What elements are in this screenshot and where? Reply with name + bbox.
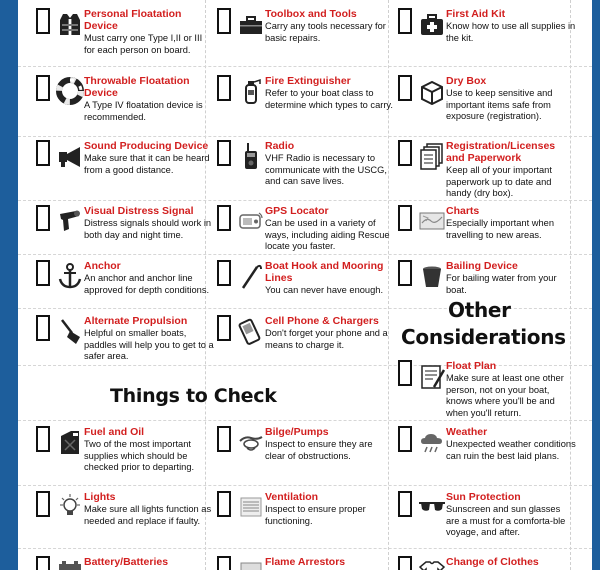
item-description: Make sure at least one other person, not on your boat, knows where you'll be and when you'll return. [446, 373, 564, 418]
checkbox[interactable] [217, 315, 231, 341]
item-title: Dry Box [446, 75, 487, 87]
item-description: Unexpected weather conditions can ruin the best laid plans. [446, 439, 576, 461]
row-divider [18, 420, 592, 421]
vhf-radio-icon [237, 142, 265, 170]
checklist-item-visual-distress-signal [36, 205, 214, 265]
checkbox[interactable] [398, 556, 412, 570]
gps-locator-icon [237, 207, 265, 235]
item-title: Throwable Floatation Device [84, 75, 190, 99]
item-title: Fuel and Oil [84, 426, 145, 438]
item-title: Float Plan [446, 360, 497, 372]
item-title: First Aid Kit [446, 8, 506, 20]
checklist-item-anchor [36, 260, 214, 320]
item-description: Especially important when travelling to new areas. [446, 218, 554, 240]
chart-map-icon [418, 207, 446, 235]
item-description: Make sure that it can be heard from a good distance. [84, 153, 210, 175]
sunglasses-icon [418, 493, 446, 521]
checkbox[interactable] [217, 75, 231, 101]
item-description: Helpful on smaller boats, paddles will help you to get to a safer area. [84, 328, 214, 361]
checkbox[interactable] [398, 426, 412, 452]
checkbox[interactable] [36, 556, 50, 570]
checklist-item-sun-protection [398, 491, 576, 551]
item-title: Change of Clothes [446, 556, 539, 568]
item-title: Fire Extinguisher [265, 75, 351, 87]
checkbox[interactable] [217, 140, 231, 166]
item-title: Sound Producing Device [84, 140, 209, 152]
item-title: Cell Phone & Chargers [265, 315, 379, 327]
checklist-item-weather [398, 426, 576, 486]
checkbox[interactable] [398, 260, 412, 286]
item-description: Inspect to ensure proper functioning. [265, 504, 366, 526]
bucket-icon [418, 262, 446, 290]
anchor-icon [56, 262, 84, 290]
weather-cloud-icon [418, 428, 446, 456]
item-title: Lights [84, 491, 116, 503]
checkbox[interactable] [398, 75, 412, 101]
checklist-item-fuel-and-oil [36, 426, 214, 486]
other-considerations-heading-line2: Considerations [401, 325, 566, 349]
item-description: For bailing water from your boat. [446, 273, 557, 295]
checklist-item-change-of-clothes [398, 556, 576, 570]
checkbox[interactable] [398, 491, 412, 517]
checkbox[interactable] [217, 491, 231, 517]
checkbox[interactable] [217, 556, 231, 570]
flame-arrestor-icon [237, 558, 265, 570]
item-title: Registration/Licenses and Paperwork [446, 140, 556, 164]
checklist-item-cell-phone-and-chargers [217, 315, 395, 375]
right-border [592, 0, 600, 570]
item-description: Distress signals should work in both day and night time. [84, 218, 212, 240]
flare-gun-icon [56, 207, 84, 235]
checkbox[interactable] [36, 205, 50, 231]
item-description: Carry any tools necessary for basic repairs. [265, 21, 386, 43]
item-description: A Type IV floatation device is recommended. [84, 100, 203, 122]
item-title: Anchor [84, 260, 121, 272]
checklist-item-boat-hook-and-mooring-lines [217, 260, 395, 320]
item-title: Visual Distress Signal [84, 205, 194, 217]
item-title: GPS Locator [265, 205, 329, 217]
item-description: Know how to use all supplies in the kit. [446, 21, 576, 43]
first-aid-kit-icon [418, 10, 446, 38]
checkbox[interactable] [398, 360, 412, 386]
checkbox[interactable] [398, 8, 412, 34]
checklist-item-first-aid-kit [398, 8, 576, 68]
item-description: Make sure all lights function as needed and replace if faulty. [84, 504, 212, 526]
checklist-item-throwable-floatation-device [36, 75, 214, 135]
checklist-item-flame-arrestors [217, 556, 395, 570]
checkbox[interactable] [36, 426, 50, 452]
dry-box-icon [418, 77, 446, 105]
checkbox[interactable] [36, 260, 50, 286]
checkbox[interactable] [36, 140, 50, 166]
checklist-item-alternate-propulsion [36, 315, 214, 375]
left-border [0, 0, 18, 570]
checkbox[interactable] [217, 260, 231, 286]
boat-hook-icon [237, 262, 265, 290]
item-title: Flame Arrestors [265, 556, 346, 568]
item-title: Bilge/Pumps [265, 426, 329, 438]
life-vest-icon [56, 10, 84, 38]
checklist-item-lights [36, 491, 214, 551]
fuel-can-icon [56, 428, 84, 456]
item-title: Battery/Batteries [84, 556, 169, 568]
item-title: Sun Protection [446, 491, 521, 503]
checklist-item-battery-batteries [36, 556, 214, 570]
checklist-item-registration-licenses-paperwork [398, 140, 576, 200]
toolbox-icon [237, 10, 265, 38]
checkbox[interactable] [36, 75, 50, 101]
checklist-item-personal-floatation-device [36, 8, 214, 68]
checkbox[interactable] [398, 140, 412, 166]
bilge-pump-icon [237, 428, 265, 456]
things-to-check-heading: Things to Check [110, 385, 277, 407]
item-description: An anchor and anchor line approved for depth conditions. [84, 273, 210, 295]
checklist-item-sound-producing-device [36, 140, 214, 200]
item-title: Bailing Device [446, 260, 518, 272]
item-description: You can never have enough. [265, 285, 384, 295]
item-title: Personal Floatation Device [84, 8, 182, 32]
item-title: Charts [446, 205, 480, 217]
battery-icon [56, 558, 84, 570]
item-description: Can be used in a variety of ways, including aiding Rescue locate you faster. [265, 218, 390, 251]
item-title: Weather [446, 426, 488, 438]
air-horn-icon [56, 142, 84, 170]
light-bulb-icon [56, 493, 84, 521]
cell-phone-icon [237, 317, 265, 345]
float-plan-icon [418, 362, 446, 390]
item-description: Use to keep sensitive and important items safe from exposure (registration). [446, 88, 553, 121]
row-divider [18, 200, 592, 201]
clothes-icon [418, 558, 446, 570]
row-divider [18, 136, 592, 137]
item-description: Two of the most important supplies which should be checked prior to departing. [84, 439, 195, 472]
paddle-icon [56, 317, 84, 345]
checkbox[interactable] [398, 205, 412, 231]
item-title: Boat Hook and Mooring Lines [265, 260, 384, 284]
checklist-item-charts [398, 205, 576, 265]
item-description: Keep all of your important paperwork up to date and handy (dry box). [446, 165, 552, 198]
checklist-item-float-plan [398, 360, 576, 420]
item-title: Radio [265, 140, 295, 152]
item-description: Don't forget your phone and a means to charge it. [265, 328, 388, 350]
checklist-item-toolbox-and-tools [217, 8, 395, 68]
checkbox[interactable] [36, 315, 50, 341]
checkbox[interactable] [217, 8, 231, 34]
item-description: Inspect to ensure they are clear of obstructions. [265, 439, 373, 461]
checkbox[interactable] [36, 491, 50, 517]
paperwork-icon [418, 142, 446, 170]
vent-icon [237, 493, 265, 521]
checklist-item-gps-locator [217, 205, 395, 265]
other-considerations-heading-line1: Other [448, 298, 511, 322]
item-description: Refer to your boat class to determine which types to carry. [265, 88, 393, 110]
checkbox[interactable] [217, 426, 231, 452]
checkbox[interactable] [217, 205, 231, 231]
fire-extinguisher-icon [237, 77, 265, 105]
item-description: Must carry one Type I,II or III for each person on board. [84, 33, 203, 55]
item-title: Alternate Propulsion [84, 315, 188, 327]
item-title: Ventilation [265, 491, 319, 503]
checklist-item-bilge-pumps [217, 426, 395, 486]
item-description: VHF Radio is necessary to communicate with the USCG, and can save lives. [265, 153, 387, 186]
checklist-item-fire-extinguisher [217, 75, 395, 135]
checklist-item-ventilation [217, 491, 395, 551]
item-title: Toolbox and Tools [265, 8, 357, 20]
checklist-item-dry-box [398, 75, 576, 135]
checkbox[interactable] [36, 8, 50, 34]
checklist-item-radio [217, 140, 395, 200]
life-ring-icon [56, 77, 84, 105]
item-description: Sunscreen and sun glasses are a must for a comforta-ble voyage, and after. [446, 504, 566, 537]
